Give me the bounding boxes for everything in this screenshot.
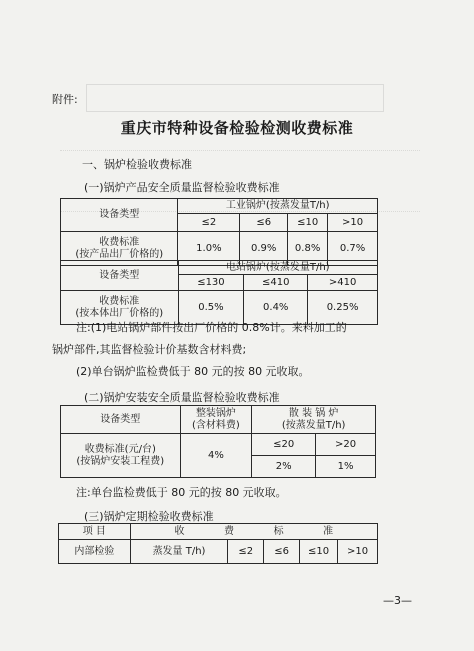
fee-cell: 0.4% <box>244 291 308 325</box>
fee-cell: 0.8% <box>288 232 328 266</box>
capacity-cell: >20 <box>316 434 376 456</box>
fee-cell: 1% <box>316 456 376 478</box>
assembled-fee-cell: 4% <box>180 434 252 478</box>
device-type-header: 设备类型 <box>61 261 179 291</box>
header-line: (含材料费) <box>192 419 240 431</box>
header-char: 准 <box>323 525 334 537</box>
device-type-header: 设备类型 <box>61 406 181 434</box>
fee-label-line: (按产品出厂价格的) <box>75 248 164 260</box>
fee-cell: 0.9% <box>240 232 288 266</box>
header-char: 费 <box>224 525 235 537</box>
fee-standard-label <box>61 434 181 478</box>
fee-label-line: (按本体出厂价格的) <box>75 307 164 319</box>
note-line: (2)单台锅炉监检费低于 80 元的按 80 元收取。 <box>76 365 310 378</box>
capacity-cell: ≤10 <box>300 540 338 564</box>
note-line: 注:(1)电站锅炉部件按出厂价格的 0.8%计。来料加工的 <box>76 321 347 334</box>
fee-standard-header <box>130 524 377 540</box>
header-line: 整装锅炉 <box>195 407 236 419</box>
fee-cell: 1.0% <box>178 232 240 266</box>
annex-label: 附件: <box>52 93 78 106</box>
subheading-installation-inspection: (二)锅炉安装安全质量监督检验收费标准 <box>84 391 280 404</box>
header-char: 收 <box>174 525 185 537</box>
capacity-cell: ≤10 <box>288 214 328 232</box>
bulk-boiler-header <box>252 406 376 434</box>
table-installation-fee <box>60 405 376 478</box>
table-industrial-boiler <box>60 198 378 266</box>
capacity-cell: ≤20 <box>252 434 316 456</box>
table-power-station-boiler <box>60 260 378 325</box>
fee-cell: 0.5% <box>178 291 244 325</box>
capacity-cell: ≤6 <box>264 540 300 564</box>
row-label-internal-inspection: 内部检验 <box>59 540 131 564</box>
capacity-cell: ≤2 <box>228 540 264 564</box>
device-type-header: 设备类型 <box>61 199 178 232</box>
section-heading-boiler: 一、锅炉检验收费标准 <box>82 158 192 171</box>
note-line: 锅炉部件,其监督检验计价基数含材料费; <box>52 343 247 356</box>
capacity-cell: ≤410 <box>244 275 308 291</box>
power-boiler-header: 电站锅炉(按蒸发量T/h) <box>178 261 377 275</box>
note-line: 注:单台监检费低于 80 元的按 80 元收取。 <box>76 486 287 499</box>
page-title: 重庆市特种设备检验检测收费标准 <box>120 119 354 137</box>
header-char: 标 <box>273 525 284 537</box>
fee-cell: 0.25% <box>308 291 378 325</box>
subheading-periodic-inspection: (三)锅炉定期检验收费标准 <box>84 510 214 523</box>
fee-label-line: (按锅炉安装工程费) <box>76 455 165 467</box>
fee-cell: 2% <box>252 456 316 478</box>
header-line: (按蒸发量T/h) <box>281 419 346 431</box>
capacity-cell: >10 <box>328 214 378 232</box>
capacity-cell: >10 <box>338 540 378 564</box>
fee-label-line: 收费标准 <box>99 236 140 248</box>
header-line: 散 装 锅 炉 <box>288 407 339 419</box>
capacity-cell: ≤2 <box>178 214 240 232</box>
fee-label-line: 收费标准 <box>99 295 140 307</box>
table-periodic-inspection <box>58 523 378 564</box>
bleed-through-box <box>86 84 384 112</box>
subheading-product-inspection: (一)锅炉产品安全质量监督检验收费标准 <box>84 181 280 194</box>
page-number: —3— <box>383 594 412 607</box>
assembled-boiler-header <box>180 406 252 434</box>
capacity-cell: ≤130 <box>178 275 244 291</box>
capacity-cell: ≤6 <box>240 214 288 232</box>
capacity-cell: >410 <box>308 275 378 291</box>
steam-capacity-label: 蒸发量 T/h) <box>130 540 228 564</box>
fee-cell: 0.7% <box>328 232 378 266</box>
industrial-boiler-header: 工业锅炉(按蒸发量T/h) <box>178 199 378 214</box>
fee-label-line: 收费标准(元/台) <box>84 443 156 455</box>
item-header: 项 目 <box>59 524 131 540</box>
